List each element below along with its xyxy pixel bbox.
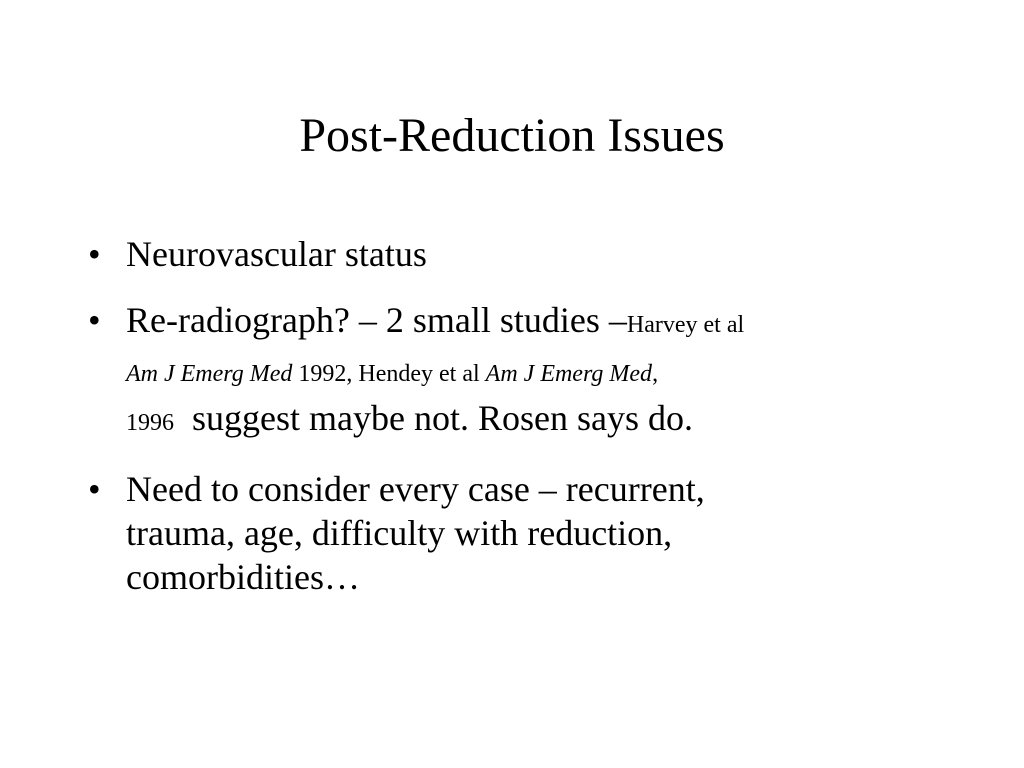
- bullet-list: [88, 232, 948, 621]
- citation-journal: Am J Emerg Med: [485, 361, 653, 387]
- bullet-marker: •: [88, 300, 101, 340]
- bullet-line: [126, 396, 948, 445]
- bullet-neurovascular: [88, 232, 948, 276]
- bullet-line: [126, 298, 948, 347]
- citation-comma: ,: [652, 361, 659, 387]
- citation-year: 1996: [126, 410, 174, 436]
- bullet-text: suggest maybe not. Rosen says do.: [192, 398, 693, 438]
- citation-journal: Am J Emerg Med: [126, 361, 293, 387]
- citation-author: Harvey et al: [626, 312, 745, 338]
- bullet-reradiograph: [88, 298, 948, 445]
- bullet-text: Re-radiograph? – 2 small studies –: [126, 300, 627, 340]
- bullet-line: Need to consider every case – recurrent,: [126, 469, 705, 509]
- bullet-line: [126, 347, 948, 396]
- bullet-marker: •: [88, 469, 101, 509]
- bullet-consider: [88, 467, 948, 599]
- bullet-line: trauma, age, difficulty with reduction,: [126, 513, 673, 553]
- bullet-line: comorbidities…: [126, 557, 360, 597]
- bullet-text: Neurovascular status: [126, 234, 427, 274]
- bullet-marker: •: [88, 234, 101, 274]
- citation-detail: 1992, Hendey et al: [292, 361, 486, 387]
- slide-title: Post-Reduction Issues: [299, 109, 725, 162]
